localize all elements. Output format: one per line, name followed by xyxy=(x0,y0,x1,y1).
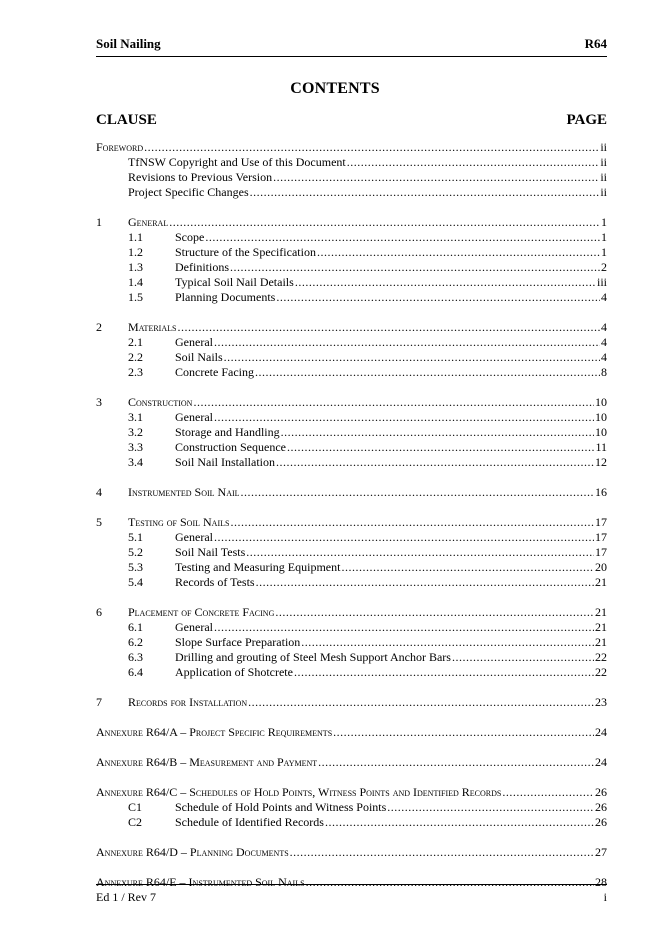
subclause-title: Planning Documents xyxy=(175,290,276,304)
toc-subentry[interactable] xyxy=(96,260,607,275)
toc-entry-annexure[interactable] xyxy=(96,875,607,890)
subclause-title: Schedule of Identified Records xyxy=(175,815,324,829)
subclause-title: General xyxy=(175,530,213,544)
dot-leader xyxy=(281,425,594,440)
dot-leader xyxy=(144,140,599,155)
page-column-heading: PAGE xyxy=(566,112,607,128)
toc-subentry[interactable] xyxy=(96,665,607,680)
clause-title: Materials xyxy=(128,320,177,334)
page-number: 11 xyxy=(595,440,607,454)
subclause-number: 2.1 xyxy=(128,335,143,349)
subclause-title: Scope xyxy=(175,230,205,244)
toc-section xyxy=(96,695,607,710)
dot-leader xyxy=(276,290,600,305)
page-number: 24 xyxy=(595,725,607,739)
dot-leader xyxy=(347,155,600,170)
toc-entry-annexure[interactable] xyxy=(96,785,607,800)
toc-section xyxy=(96,605,607,680)
page-number: ii xyxy=(600,170,607,184)
page-number: 21 xyxy=(595,605,607,619)
clause-number: 1 xyxy=(96,215,102,229)
dot-leader xyxy=(273,170,599,185)
toc-entry[interactable] xyxy=(96,320,607,335)
clause-title: Instrumented Soil Nail xyxy=(128,485,240,499)
subclause-number: 3.2 xyxy=(128,425,143,439)
toc-subentry[interactable] xyxy=(96,275,607,290)
page-header xyxy=(96,36,607,57)
page-number: 16 xyxy=(595,485,607,499)
clause-title: Construction xyxy=(128,395,193,409)
subclause-number: 2.2 xyxy=(128,350,143,364)
subclause-number: C1 xyxy=(128,800,143,814)
dot-leader xyxy=(317,245,600,260)
page-number: 28 xyxy=(595,875,607,889)
toc-subentry[interactable] xyxy=(96,455,607,470)
clause-number: 2 xyxy=(96,320,102,334)
subclause-number: 3.4 xyxy=(128,455,143,469)
page-number: 10 xyxy=(595,395,607,409)
toc-subentry[interactable] xyxy=(96,800,607,815)
subclause-number: 6.2 xyxy=(128,635,143,649)
subclause-title: Soil Nail Installation xyxy=(175,455,275,469)
clause-title: Foreword xyxy=(96,140,144,154)
toc-entry[interactable] xyxy=(96,695,607,710)
subclause-title: TfNSW Copyright and Use of this Document xyxy=(128,155,346,169)
toc-section-annexure xyxy=(96,785,607,830)
dot-leader xyxy=(169,215,600,230)
toc-subentry[interactable] xyxy=(96,815,607,830)
toc-section xyxy=(96,320,607,380)
dot-leader xyxy=(250,185,600,200)
page-number: 1 xyxy=(601,230,607,244)
dot-leader xyxy=(214,530,594,545)
page-number: 1 xyxy=(601,215,607,229)
subclause-title: Structure of the Specification xyxy=(175,245,316,259)
toc-entry[interactable] xyxy=(96,215,607,230)
page-number: ii xyxy=(600,185,607,199)
page-number: 8 xyxy=(601,365,607,379)
page-number: 10 xyxy=(595,410,607,424)
page-number: ii xyxy=(600,140,607,154)
subclause-number: 1.5 xyxy=(128,290,143,304)
dot-leader xyxy=(214,410,594,425)
subclause-number: 5.2 xyxy=(128,545,143,559)
subclause-number: 5.4 xyxy=(128,575,143,589)
subclause-number: 5.1 xyxy=(128,530,143,544)
toc-entry-annexure[interactable] xyxy=(96,725,607,740)
dot-leader xyxy=(214,335,600,350)
page-number: 17 xyxy=(595,515,607,529)
page-number: 22 xyxy=(595,665,607,679)
clause-title: Annexure R64/B – Measurement and Payment xyxy=(96,755,318,769)
page-number: 21 xyxy=(595,575,607,589)
dot-leader xyxy=(230,260,600,275)
dot-leader xyxy=(287,440,594,455)
dot-leader xyxy=(205,230,600,245)
page-number: 22 xyxy=(595,650,607,664)
page-number: 26 xyxy=(595,800,607,814)
subclause-number: C2 xyxy=(128,815,143,829)
page-number: 17 xyxy=(595,530,607,544)
page-number: 4 xyxy=(601,320,607,334)
subclause-title: General xyxy=(175,335,213,349)
page-number: 12 xyxy=(595,455,607,469)
clause-title: Annexure R64/A – Project Specific Requirements xyxy=(96,725,333,739)
footer-edition: Ed 1 / Rev 7 xyxy=(96,890,156,904)
page-number: 20 xyxy=(595,560,607,574)
toc-section-annexure xyxy=(96,845,607,860)
subclause-title: Concrete Facing xyxy=(175,365,254,379)
dot-leader xyxy=(301,635,594,650)
dot-leader xyxy=(502,785,594,800)
clause-title: Annexure R64/D – Planning Documents xyxy=(96,845,289,859)
page-number: ii xyxy=(600,155,607,169)
subclause-number: 5.3 xyxy=(128,560,143,574)
subclause-title: Soil Nail Tests xyxy=(175,545,246,559)
page-number: 23 xyxy=(595,695,607,709)
toc-section-annexure xyxy=(96,755,607,770)
clause-number: 7 xyxy=(96,695,102,709)
dot-leader xyxy=(275,605,594,620)
toc-section-foreword xyxy=(96,140,607,200)
toc-subentry[interactable] xyxy=(96,620,607,635)
dot-leader xyxy=(341,560,594,575)
clause-title: Records for Installation xyxy=(128,695,248,709)
toc-subentry[interactable] xyxy=(96,530,607,545)
clause-title: Annexure R64/C – Schedules of Hold Points, Witness Points and Identified Records xyxy=(96,785,502,799)
subclause-title: General xyxy=(175,410,213,424)
subclause-number: 3.1 xyxy=(128,410,143,424)
subclause-number: 6.3 xyxy=(128,650,143,664)
toc-subentry[interactable] xyxy=(96,290,607,305)
subclause-number: 2.3 xyxy=(128,365,143,379)
dot-leader xyxy=(295,275,596,290)
toc-section xyxy=(96,395,607,470)
subclause-title: Revisions to Previous Version xyxy=(128,170,273,184)
subclause-title: Slope Surface Preparation xyxy=(175,635,301,649)
page-footer xyxy=(96,884,607,904)
dot-leader xyxy=(333,725,594,740)
clause-number: 5 xyxy=(96,515,102,529)
dot-leader xyxy=(177,320,600,335)
page-number: 1 xyxy=(601,245,607,259)
toc-subentry[interactable] xyxy=(96,365,607,380)
subclause-title: Testing and Measuring Equipment xyxy=(175,560,341,574)
toc-subentry[interactable] xyxy=(96,350,607,365)
toc-subentry[interactable] xyxy=(96,335,607,350)
subclause-number: 1.1 xyxy=(128,230,143,244)
toc-entry[interactable] xyxy=(96,605,607,620)
toc-subentry[interactable] xyxy=(96,440,607,455)
subclause-title: Storage and Handling xyxy=(175,425,280,439)
dot-leader xyxy=(230,515,594,530)
table-of-contents xyxy=(96,140,607,905)
clause-number: 6 xyxy=(96,605,102,619)
toc-subentry[interactable] xyxy=(96,425,607,440)
page-title: CONTENTS xyxy=(290,80,380,97)
toc-section-annexure xyxy=(96,875,607,890)
toc-entry-annexure[interactable] xyxy=(96,845,607,860)
page-number: 27 xyxy=(595,845,607,859)
toc-subentry[interactable] xyxy=(96,245,607,260)
header-document-title: Soil Nailing xyxy=(96,36,161,51)
subclause-title: General xyxy=(175,620,213,634)
subclause-title: Definitions xyxy=(175,260,229,274)
subclause-title: Construction Sequence xyxy=(175,440,286,454)
dot-leader xyxy=(256,575,594,590)
toc-entry-annexure[interactable] xyxy=(96,755,607,770)
subclause-number: 6.4 xyxy=(128,665,143,679)
dot-leader xyxy=(241,485,594,500)
dot-leader xyxy=(276,455,594,470)
subclause-number: 3.3 xyxy=(128,440,143,454)
toc-section xyxy=(96,215,607,305)
dot-leader xyxy=(214,620,594,635)
toc-entry[interactable] xyxy=(96,515,607,530)
page-number: 17 xyxy=(595,545,607,559)
clause-number: 4 xyxy=(96,485,102,499)
page-number: 4 xyxy=(601,350,607,364)
toc-entry[interactable] xyxy=(96,485,607,500)
subclause-title: Drilling and grouting of Steel Mesh Support Anchor Bars xyxy=(175,650,451,664)
dot-leader xyxy=(224,350,600,365)
subclause-title: Project Specific Changes xyxy=(128,185,249,199)
subclause-title: Records of Tests xyxy=(175,575,255,589)
dot-leader xyxy=(246,545,594,560)
footer-page-number: i xyxy=(603,890,607,904)
dot-leader xyxy=(193,395,594,410)
toc-entry-foreword[interactable] xyxy=(96,140,607,155)
toc-subentry[interactable] xyxy=(96,230,607,245)
page-number: 26 xyxy=(595,785,607,799)
subclause-number: 6.1 xyxy=(128,620,143,634)
toc-section xyxy=(96,515,607,590)
toc-entry[interactable] xyxy=(96,395,607,410)
toc-section xyxy=(96,485,607,500)
toc-subentry[interactable] xyxy=(96,650,607,665)
dot-leader xyxy=(452,650,594,665)
page-number: 26 xyxy=(595,815,607,829)
toc-subentry[interactable] xyxy=(96,155,607,170)
subclause-title: Schedule of Hold Points and Witness Points xyxy=(175,800,387,814)
dot-leader xyxy=(248,695,594,710)
page-number: 21 xyxy=(595,635,607,649)
subclause-number: 1.4 xyxy=(128,275,143,289)
toc-subentry[interactable] xyxy=(96,410,607,425)
header-spec-code: R64 xyxy=(584,36,607,51)
subclause-number: 1.3 xyxy=(128,260,143,274)
page-number: 4 xyxy=(601,335,607,349)
clause-column-heading: CLAUSE xyxy=(96,112,157,128)
dot-leader xyxy=(255,365,600,380)
page-number: 4 xyxy=(601,290,607,304)
dot-leader xyxy=(294,665,594,680)
page-number: 10 xyxy=(595,425,607,439)
clause-title: Annexure R64/E – Instrumented Soil Nails xyxy=(96,875,305,889)
dot-leader xyxy=(387,800,594,815)
toc-subentry[interactable] xyxy=(96,560,607,575)
toc-subentry[interactable] xyxy=(96,185,607,200)
clause-title: General xyxy=(128,215,169,229)
dot-leader xyxy=(318,755,594,770)
page-number: 24 xyxy=(595,755,607,769)
clause-number: 3 xyxy=(96,395,102,409)
page-number: iii xyxy=(596,275,607,289)
dot-leader xyxy=(306,875,594,890)
toc-section-annexure xyxy=(96,725,607,740)
dot-leader xyxy=(325,815,594,830)
subclause-title: Typical Soil Nail Details xyxy=(175,275,294,289)
subclause-number: 1.2 xyxy=(128,245,143,259)
toc-subentry[interactable] xyxy=(96,635,607,650)
toc-subentry[interactable] xyxy=(96,575,607,590)
page-number: 2 xyxy=(601,260,607,274)
dot-leader xyxy=(290,845,594,860)
toc-subentry[interactable] xyxy=(96,545,607,560)
subclause-title: Application of Shotcrete xyxy=(175,665,293,679)
clause-title: Placement of Concrete Facing xyxy=(128,605,275,619)
page-number: 21 xyxy=(595,620,607,634)
toc-subentry[interactable] xyxy=(96,170,607,185)
clause-title: Testing of Soil Nails xyxy=(128,515,230,529)
subclause-title: Soil Nails xyxy=(175,350,223,364)
